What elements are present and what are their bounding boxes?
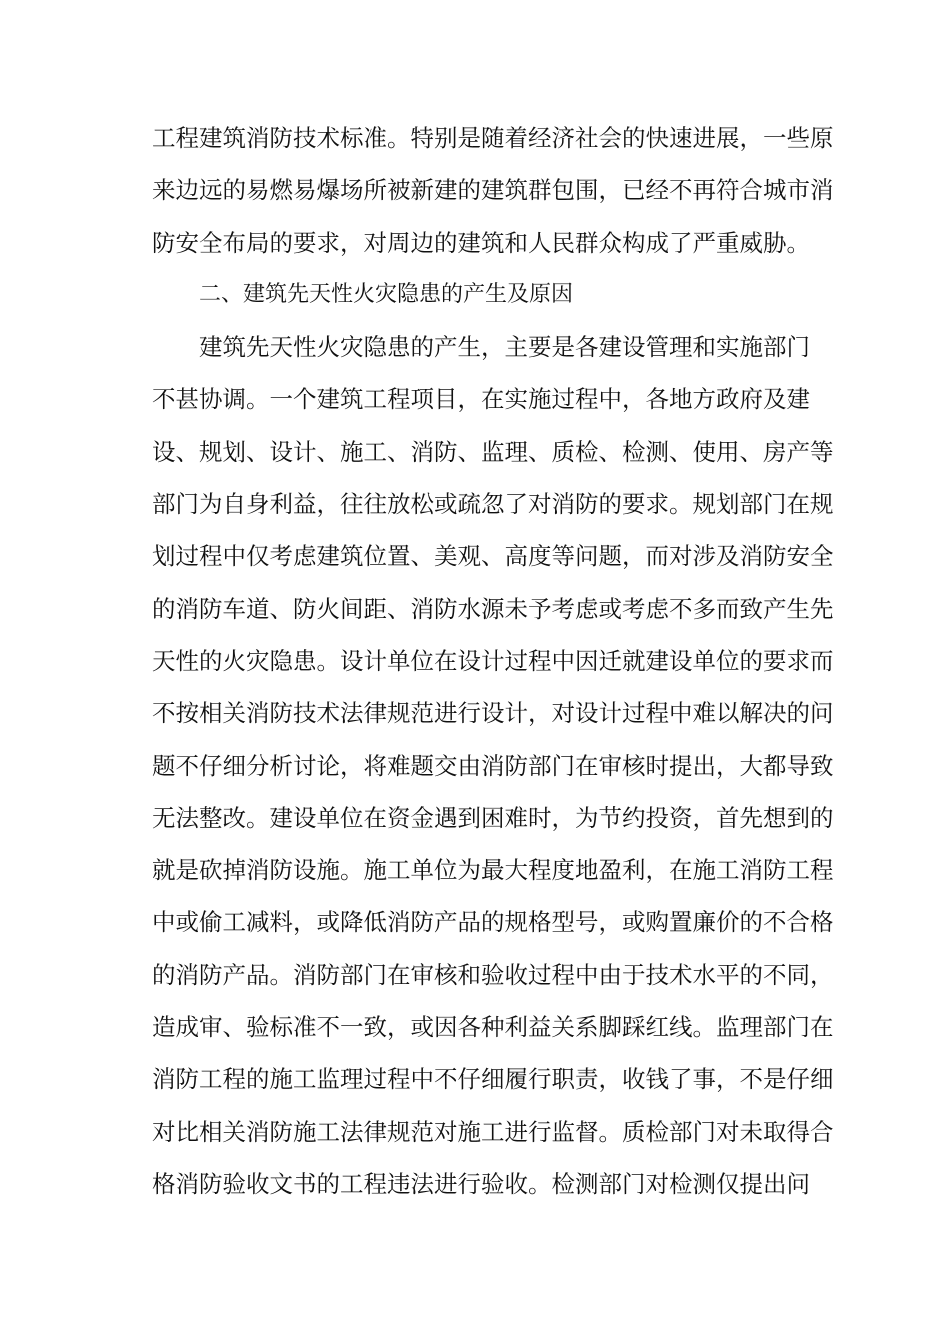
text-line: 对比相关消防施工法律规范对施工进行监督。质检部门对未取得合: [152, 1117, 834, 1146]
body-text: [152, 118, 834, 1216]
text-line: 设、规划、设计、施工、消防、监理、质检、检测、使用、房产等: [152, 437, 834, 466]
text-line: 划过程中仅考虑建筑位置、美观、高度等问题，而对涉及消防安全: [152, 542, 834, 571]
text-line: 消防工程的施工监理过程中不仔细履行职责，收钱了事，不是仔细: [152, 1065, 834, 1094]
text-line: 无法整改。建设单位在资金遇到困难时，为节约投资，首先想到的: [152, 803, 834, 832]
text-line: 格消防验收文书的工程违法进行验收。检测部门对检测仅提出问: [152, 1169, 810, 1198]
text-line: 的消防产品。消防部门在审核和验收过程中由于技术水平的不同，: [152, 960, 834, 989]
text-line: 来边远的易燃易爆场所被新建的建筑群包围，已经不再符合城市消: [152, 176, 834, 205]
text-line: 工程建筑消防技术标准。特别是随着经济社会的快速进展，一些原: [152, 124, 834, 152]
text-line: 不甚协调。一个建筑工程项目，在实施过程中，各地方政府及建: [152, 385, 810, 414]
paragraph-first-line: 建筑先天性火灾隐患的产生，主要是各建设管理和实施部门: [199, 333, 810, 362]
text-line: 部门为自身利益，往往放松或疏忽了对消防的要求。规划部门在规: [152, 490, 834, 519]
text-line: 题不仔细分析讨论，将难题交由消防部门在审核时提出，大都导致: [152, 751, 834, 780]
text-line: 天性的火灾隐患。设计单位在设计过程中因迁就建设单位的要求而: [152, 646, 834, 675]
text-line: 的消防车道、防火间距、消防水源未予考虑或考虑不多而致产生先: [152, 594, 834, 623]
text-line: 不按相关消防技术法律规范进行设计，对设计过程中难以解决的问: [152, 699, 834, 728]
text-line: 造成审、验标准不一致，或因各种利益关系脚踩红线。监理部门在: [152, 1013, 834, 1042]
text-line: 防安全布局的要求，对周边的建筑和人民群众构成了严重威胁。: [152, 228, 810, 257]
text-line: 中或偷工减料，或降低消防产品的规格型号，或购置廉价的不合格: [152, 908, 834, 937]
section-heading: 二、建筑先天性火灾隐患的产生及原因: [199, 281, 574, 307]
text-line: 就是砍掉消防设施。施工单位为最大程度地盈利，在施工消防工程: [152, 856, 834, 885]
